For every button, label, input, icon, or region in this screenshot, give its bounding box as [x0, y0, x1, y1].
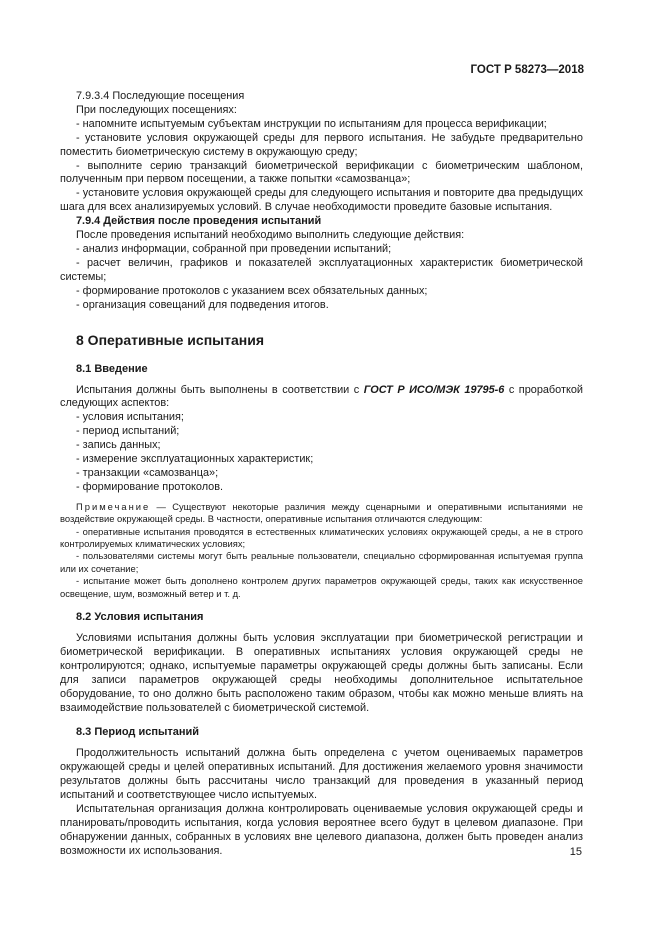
- standard-reference: ГОСТ Р ИСО/МЭК 19795-6: [363, 383, 505, 396]
- page-number: 15: [569, 846, 582, 858]
- paragraph-text: Испытания должны быть выполнены в соответствии с: [76, 383, 364, 396]
- paragraph: Условиями испытания должны быть условия эксплуатации при биометрической регистрации и биометрической верификации. В оперативных испытаниях условия окружающей среды не контролируются; однако, испытуемые параметры окружающей среды должны быть записаны. Если для записи параметров окружающей среды необходимы дополнительное испытательное оборудование, то оно должно быть расположено таким образом, чтобы как можно меньше влиять на взаимодействие пользователей с биометрической системой.: [60, 632, 583, 714]
- list-item: - формирование протоколов с указанием всех обязательных данных;: [76, 284, 428, 297]
- list-item: - транзакции «самозванца»;: [76, 466, 219, 479]
- paragraph: После проведения испытаний необходимо выполнить следующие действия:: [76, 229, 465, 242]
- section-heading-8-2: 8.2 Условия испытания: [76, 611, 204, 623]
- list-item: - установите условия окружающей среды для следующего испытания и повторите два предыдущих шага для всех анализируемых условий. В случае необходимости проведите базовые испытания.: [60, 187, 583, 214]
- note-label: Примечание: [76, 500, 151, 512]
- list-item: - напомните испытуемым субъектам инструкции по испытаниям для процесса верификации;: [76, 117, 547, 130]
- section-heading-7-9-4: 7.9.4 Действия после проведения испытаний: [76, 215, 322, 228]
- note-list-item: - пользователями системы могут быть реальные пользователи, специально сформированная испытуемая группа или их сочетание;: [60, 550, 583, 574]
- note-list-item: - оперативные испытания проводятся в естественных климатических условиях окружающей среды, а не в строго контролируемых климатических условиях;: [60, 525, 583, 549]
- section-heading-8-3: 8.3 Период испытаний: [76, 726, 200, 739]
- list-item: - формирование протоколов.: [76, 480, 224, 493]
- note-block: [60, 501, 583, 600]
- list-item: - выполните серию транзакций биометрической верификации с биометрическим шаблоном, полученным при первом посещении, а также попытки «самозванца»;: [60, 159, 583, 186]
- list-item: - организация совещаний для подведения итогов.: [76, 298, 329, 311]
- list-item: - установите условия окружающей среды для первого испытания. Не забудьте предварительно поместить биометрическую систему в окружающую среду;: [60, 131, 583, 158]
- paragraph: [60, 384, 583, 412]
- note-paragraph: [60, 501, 583, 526]
- list-item: - запись данных;: [76, 439, 161, 452]
- list-item: - условия испытания;: [76, 411, 184, 424]
- section-heading-8: 8 Оперативные испытания: [76, 331, 264, 348]
- list-item: - расчет величин, графиков и показателей эксплуатационных характеристик биометрической системы;: [60, 256, 583, 283]
- section-heading-7-9-3-4: 7.9.3.4 Последующие посещения: [76, 90, 245, 102]
- paragraph: При последующих посещениях:: [76, 103, 237, 116]
- note-text: — Существуют некоторые различия между сценарными и оперативными испытаниями не воздействие окружающей среды. В частности, оперативные испытания отличаются следующим:: [60, 500, 583, 525]
- paragraph: Испытательная организация должна контролировать оцениваемые условия окружающей среды и планировать/проводить испытания, когда условия вероятнее всего будут в целевом диапазоне. При обнаружении данных, собранных в условиях вне целевого диапазона, должен быть проведен анализ возможности их использования.: [60, 803, 583, 857]
- paragraph-text: с проработкой следующих аспектов:: [60, 383, 584, 410]
- note-list-item: - испытание может быть дополнено контролем других параметров окружающей среды, таких как искусственное освещение, шум, возможный ветер и т. д.: [60, 575, 583, 599]
- list-item: - измерение эксплуатационных характеристик;: [76, 453, 314, 466]
- list-item: - анализ информации, собранной при проведении испытаний;: [76, 242, 392, 255]
- page-body: [60, 90, 583, 859]
- document-id-header: ГОСТ Р 58273—2018: [470, 64, 584, 76]
- paragraph: Продолжительность испытаний должна быть определена с учетом оцениваемых параметров окружающей среды и целей оперативных испытаний. Для достижения желаемого уровня значимости результатов должны быть рассчитаны число транзакций для проведения в указанный период испытаний и соответствующее число испытуемых.: [60, 747, 583, 802]
- section-heading-8-1: 8.1 Введение: [76, 362, 148, 375]
- list-item: - период испытаний;: [76, 425, 180, 438]
